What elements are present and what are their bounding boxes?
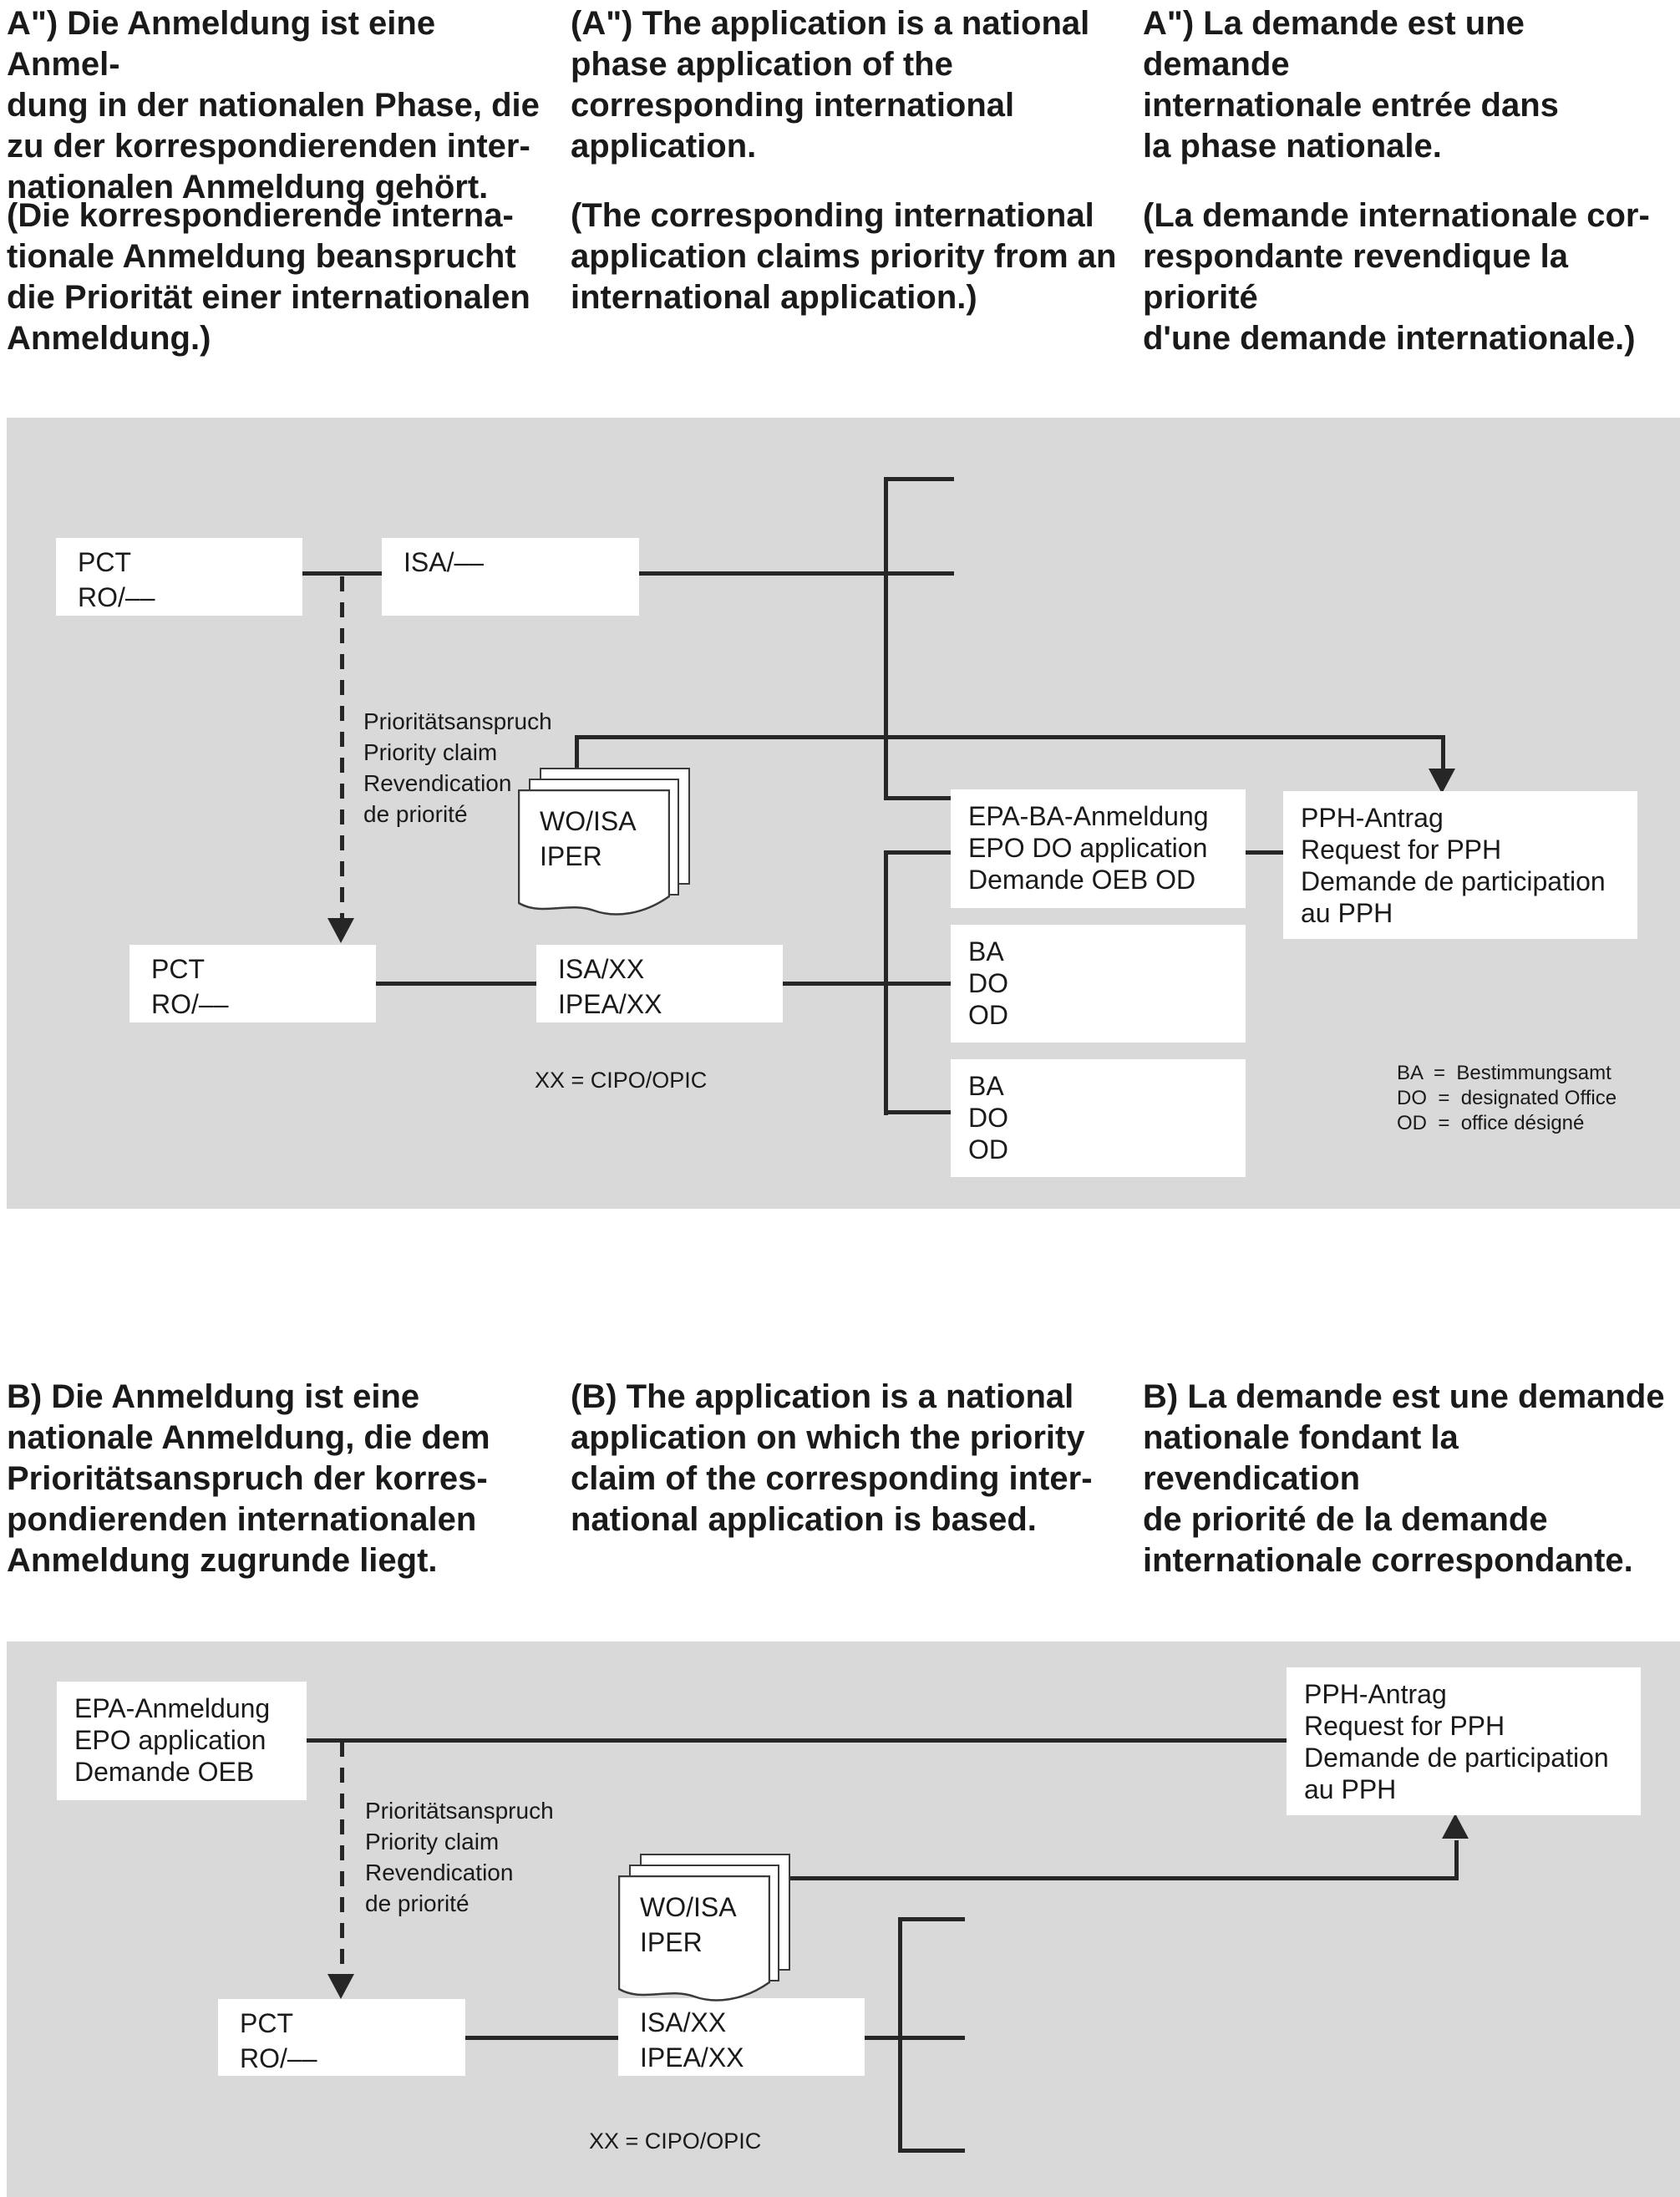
text-a1-english: (A") The application is a national phase application of the corresponding international application. [571, 5, 1090, 165]
text-b-german: B) Die Anmeldung ist eine nationale Anmeldung, die dem Prioritätsanspruch der korres- pondierenden internationalen Anmeldung zugrunde liegt. [7, 1378, 490, 1579]
connector-pph-drop-1 [1441, 735, 1445, 773]
fork-stub-bottom-1 [884, 796, 954, 800]
arrowhead-down-priority-1 [327, 918, 354, 943]
branch-stub-epa-ba [884, 850, 951, 855]
connector-pct-to-isaxx-1 [376, 982, 536, 986]
box-isa-1: ISA/–– [382, 538, 639, 616]
fork-stub-bottom-2 [898, 2149, 965, 2153]
text-a1-german: A") Die Anmeldung ist eine Anmel- dung in der nationalen Phase, die zu der korrespondierenden inter- nationalen Anmeldung gehört. [7, 5, 540, 205]
connector-epa-to-pph-2 [307, 1738, 1287, 1743]
box-ba-do-od-1: BA DO OD [951, 925, 1246, 1043]
legend-ba-do-od: BA = Bestimmungsamt DO = designated Office OD = office désigné [1397, 1062, 1617, 1134]
text-b-english: (B) The application is a national application on which the priority claim of the corresponding inter- national application is based. [571, 1378, 1093, 1538]
box-pph-request-2: PPH-Antrag Request for PPH Demande de participation au PPH [1287, 1667, 1641, 1815]
priority-dashed-line-2 [340, 1742, 344, 1972]
connector-stack-riser-1 [575, 737, 579, 770]
fork-stub-top-2 [898, 1917, 965, 1921]
priority-claim-label-2: Prioritätsanspruch Priority claim Revendication de priorité [365, 1798, 554, 1916]
arrowhead-down-pph-1 [1429, 769, 1455, 794]
document-stack-1 [518, 768, 693, 910]
fork-vertical-2 [898, 1917, 902, 2153]
arrowhead-up-pph-2 [1442, 1814, 1469, 1839]
fork-stub-top-1 [884, 477, 954, 481]
box-isa-ipea-1: ISA/XX IPEA/XX [536, 945, 783, 1022]
text-a2-german: (Die korrespondierende interna- tionale Anmeldung beansprucht die Priorität einer internationalen Anmeldung.) [7, 197, 530, 357]
box-epa-ba-application: EPA-BA-Anmeldung EPO DO application Demande OEB OD [951, 789, 1246, 908]
priority-claim-label-1: Prioritätsanspruch Priority claim Revendication de priorité [363, 708, 552, 827]
xx-note-2: XX = CIPO/OPIC [589, 2129, 762, 2154]
arrowhead-down-priority-2 [327, 1974, 354, 1999]
connector-epaba-to-pph-1 [1246, 850, 1283, 855]
box-pct-ro-top-1: PCT RO/–– [56, 538, 302, 616]
connector-stack-to-pph-2 [784, 1876, 1459, 1880]
connector-isaxx-to-ba-1 [783, 982, 957, 986]
stack-label: WO/ISA IPER [640, 1892, 737, 1957]
box-pct-ro-2: PCT RO/–– [218, 1999, 465, 2076]
box-isa-ipea-2: ISA/XX IPEA/XX [618, 1998, 865, 2076]
text-a2-english: (The corresponding international application claims priority from an international application.) [571, 197, 1117, 316]
connector-pph-riser-2 [1454, 1840, 1459, 1880]
connector-stack-to-pph-1 [575, 735, 1445, 739]
connector-pct-to-isaxx-2 [465, 2036, 625, 2040]
diagram-panel-a [7, 418, 1680, 1209]
box-pct-ro-bottom-1: PCT RO/–– [129, 945, 376, 1022]
connector-isaxx-to-fork-2 [865, 2036, 965, 2040]
document-stack-2 [618, 1854, 794, 1996]
text-b-french: B) La demande est une demande nationale fondant la revendication de priorité de la demande internationale correspondante. [1143, 1378, 1665, 1579]
box-ba-do-od-2: BA DO OD [951, 1059, 1246, 1177]
box-pph-request-1: PPH-Antrag Request for PPH Demande de participation au PPH [1283, 791, 1637, 939]
connector-isa-to-fork-1 [639, 571, 954, 576]
connector-pct-to-isa-1 [302, 571, 382, 576]
diagram-panel-b [7, 1641, 1680, 2197]
text-a2-french: (La demande internationale cor- respondante revendique la priorité d'une demande internationale.) [1143, 197, 1650, 357]
branch-vertical-1 [884, 850, 888, 1115]
fork-vertical-1 [884, 477, 888, 800]
branch-stub-ba-2 [884, 1110, 951, 1114]
priority-dashed-line-1 [340, 576, 344, 918]
stack-label: WO/ISA IPER [540, 806, 637, 871]
text-a1-french: A") La demande est une demande internationale entrée dans la phase nationale. [1143, 5, 1559, 165]
xx-note-1: XX = CIPO/OPIC [535, 1068, 708, 1093]
box-epa-application: EPA-Anmeldung EPO application Demande OEB [57, 1682, 307, 1800]
